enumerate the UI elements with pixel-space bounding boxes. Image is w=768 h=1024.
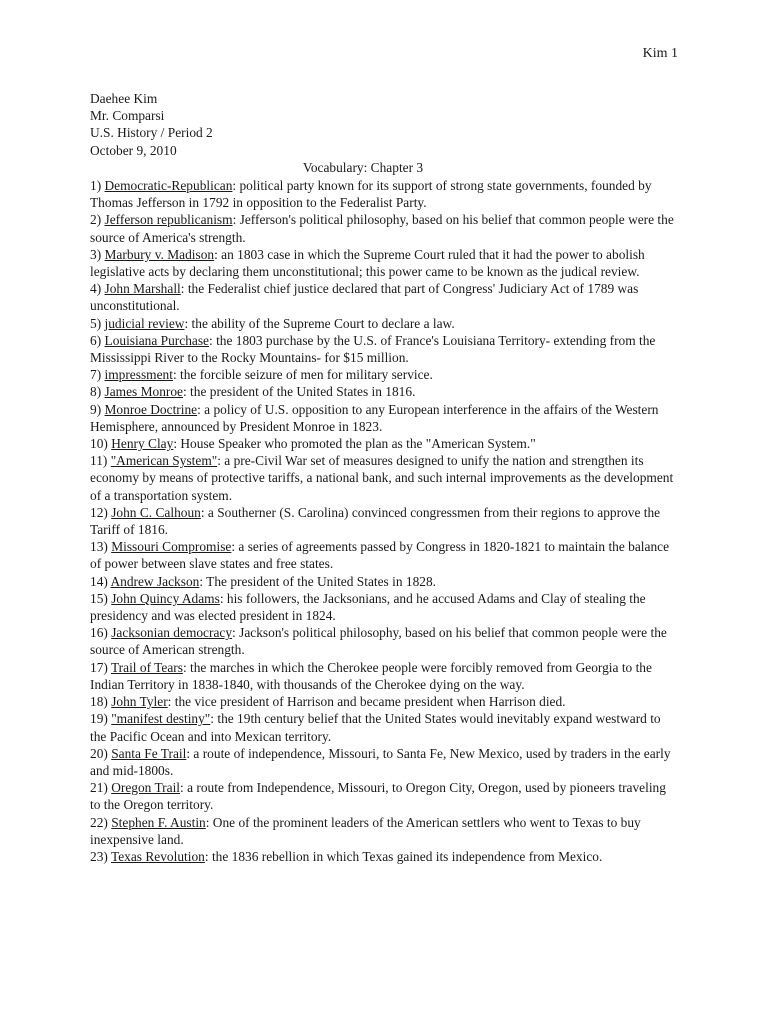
entry-number: 15) <box>90 590 112 606</box>
entry-term: "American System" <box>110 453 218 469</box>
entry-term: Jacksonian democracy <box>111 625 233 641</box>
entry-term: Democratic-Republican <box>104 178 233 193</box>
entry-definition: : One of the prominent leaders of the American settlers who went to Texas to buy inexpensive land. <box>90 814 641 847</box>
entry-definition: : the president of the United States in 1816. <box>182 384 416 400</box>
entry-term: impressment <box>104 367 173 383</box>
entry-definition: : his followers, the Jacksonians, and he accused Adams and Clay of stealing the presidency and was elected president in 1824. <box>90 590 646 624</box>
vocabulary-entry <box>90 848 678 865</box>
entry-number: 2) <box>90 212 105 228</box>
vocabulary-entry <box>90 779 678 813</box>
entry-definition: : the marches in which the Cherokee people were forcibly removed from Georgia to the Indian Territory in 1838-1840, with thousands of the Cherokee dying on the way. <box>90 659 652 692</box>
entry-definition: : a route of independence, Missouri, to Santa Fe, New Mexico, used by traders in the early and mid-1800s. <box>90 745 671 778</box>
entry-definition: : political party known for its support of strong state governments, founded by Thomas Jefferson in 1792 in opposition to the Federalist Party. <box>90 178 652 211</box>
vocabulary-entry <box>90 452 678 504</box>
vocabulary-entry <box>90 366 678 383</box>
entry-number: 7) <box>90 367 105 383</box>
entry-definition: : the ability of the Supreme Court to declare a law. <box>184 315 455 331</box>
entry-term: Marbury v. Madison <box>104 246 215 262</box>
entry-term: Monroe Doctrine <box>104 401 198 417</box>
vocabulary-entry <box>90 504 678 538</box>
vocabulary-entry <box>90 280 678 314</box>
entry-definition: : a pre-Civil War set of measures designed to unify the nation and strengthen its economy by means of protective tariffs, a national bank, and such internal improvements as the development of a transportation system. <box>90 453 674 503</box>
entry-definition: : a route from Independence, Missouri, to Oregon City, Oregon, used by pioneers traveling to the Oregon territory. <box>90 780 666 813</box>
vocabulary-entry <box>90 435 678 452</box>
entry-number: 18) <box>90 694 112 710</box>
entry-definition: : Jackson's political philosophy, based on his belief that common people were the source of American strength. <box>90 625 667 658</box>
entry-term: Stephen F. Austin <box>111 814 206 830</box>
vocabulary-entry <box>90 538 678 572</box>
page-number: Kim 1 <box>642 46 678 61</box>
entry-definition: : the 1803 purchase by the U.S. of France's Louisiana Territory- extending from the Mississippi River to the Rocky Mountains- for $15 million. <box>90 332 656 366</box>
entry-term: "manifest destiny" <box>111 711 211 727</box>
entry-definition: : the vice president of Harrison and became president when Harrison died. <box>167 694 566 710</box>
entry-definition: : a policy of U.S. opposition to any European interference in the affairs of the Western Hemisphere, announced by President Monroe in 1823. <box>90 401 659 434</box>
entry-definition: : an 1803 case in which the Supreme Court ruled that it had the power to abolish legislative acts by declaring them unconstitutional; this power came to be known as the judical review. <box>90 246 645 280</box>
entry-number: 23) <box>90 848 111 864</box>
entry-number: 5) <box>90 315 105 331</box>
entry-definition: : the Federalist chief justice declared that part of Congress' Judiciary Act of 1789 was unconstitutional. <box>90 281 639 314</box>
entry-term: Henry Clay <box>111 436 174 452</box>
entry-definition: : House Speaker who promoted the plan as the "American System." <box>173 436 536 452</box>
entry-term: judicial review <box>104 315 185 331</box>
vocabulary-entry <box>90 573 678 590</box>
entry-number: 20) <box>90 745 112 761</box>
vocabulary-entry <box>90 814 678 848</box>
vocabulary-entry <box>90 383 678 400</box>
entry-number: 12) <box>90 504 112 520</box>
entry-number: 6) <box>90 332 105 348</box>
entry-number: 4) <box>90 281 105 297</box>
entry-term: John Marshall <box>104 281 181 297</box>
vocabulary-list <box>90 177 678 865</box>
entry-number: 10) <box>90 436 112 452</box>
entry-number: 14) <box>90 573 111 589</box>
vocabulary-entry <box>90 659 678 693</box>
entry-number: 3) <box>90 246 105 262</box>
entry-term: John C. Calhoun <box>111 504 201 520</box>
vocabulary-entry <box>90 246 678 280</box>
entry-term: Oregon Trail <box>111 780 181 796</box>
entry-number: 16) <box>90 625 112 641</box>
entry-number: 11) <box>90 453 111 469</box>
teacher-name: Mr. Comparsi <box>90 108 165 124</box>
entry-term: Louisiana Purchase <box>104 332 210 348</box>
entry-number: 21) <box>90 780 112 796</box>
entry-number: 13) <box>90 539 112 555</box>
entry-term: Missouri Compromise <box>111 539 232 555</box>
entry-number: 19) <box>90 711 112 727</box>
vocabulary-entry <box>90 177 678 211</box>
entry-number: 8) <box>90 384 105 400</box>
vocabulary-entry <box>90 590 678 624</box>
header-block <box>90 90 690 176</box>
entry-term: John Tyler <box>111 694 168 710</box>
entry-term: John Quincy Adams <box>111 590 220 606</box>
entry-term: Trail of Tears <box>110 659 183 675</box>
entry-term: Jefferson republicanism <box>104 212 233 228</box>
entry-term: Santa Fe Trail <box>111 745 187 761</box>
vocabulary-entry <box>90 211 678 245</box>
entry-number: 9) <box>90 401 105 417</box>
entry-definition: : the forcible seizure of men for military service. <box>172 367 433 383</box>
entry-number: 22) <box>90 814 112 830</box>
entry-definition: : The president of the United States in 1828. <box>199 573 437 589</box>
vocabulary-entry <box>90 315 678 332</box>
entry-term: James Monroe <box>104 384 183 400</box>
entry-term: Texas Revolution <box>110 848 205 864</box>
document-title: Vocabulary: Chapter 3 <box>302 159 424 175</box>
vocabulary-entry <box>90 624 678 658</box>
student-name: Daehee Kim <box>90 91 158 106</box>
entry-definition: : a Southerner (S. Carolina) convinced congressmen from their regions to approve the Tariff of 1816. <box>90 504 661 538</box>
course-name: U.S. History / Period 2 <box>90 125 213 141</box>
entry-definition: : Jefferson's political philosophy, based on his belief that common people were the source of America's strength. <box>90 212 674 245</box>
vocabulary-entry <box>90 710 678 744</box>
vocabulary-entry <box>90 745 678 779</box>
entry-definition: : a series of agreements passed by Congress in 1820-1821 to maintain the balance of power between slave states and free states. <box>90 539 670 572</box>
document-date: October 9, 2010 <box>90 142 177 158</box>
entry-number: 1) <box>90 178 105 193</box>
entry-term: Andrew Jackson <box>110 573 200 589</box>
entry-definition: : the 1836 rebellion in which Texas gained its independence from Mexico. <box>204 848 603 864</box>
entry-number: 17) <box>90 659 111 675</box>
vocabulary-entry <box>90 401 678 435</box>
vocabulary-entry <box>90 693 678 710</box>
entry-definition: : the 19th century belief that the United States would inevitably expand westward to the Pacific Ocean and into Mexican territory. <box>90 711 661 744</box>
vocabulary-entry <box>90 332 678 366</box>
